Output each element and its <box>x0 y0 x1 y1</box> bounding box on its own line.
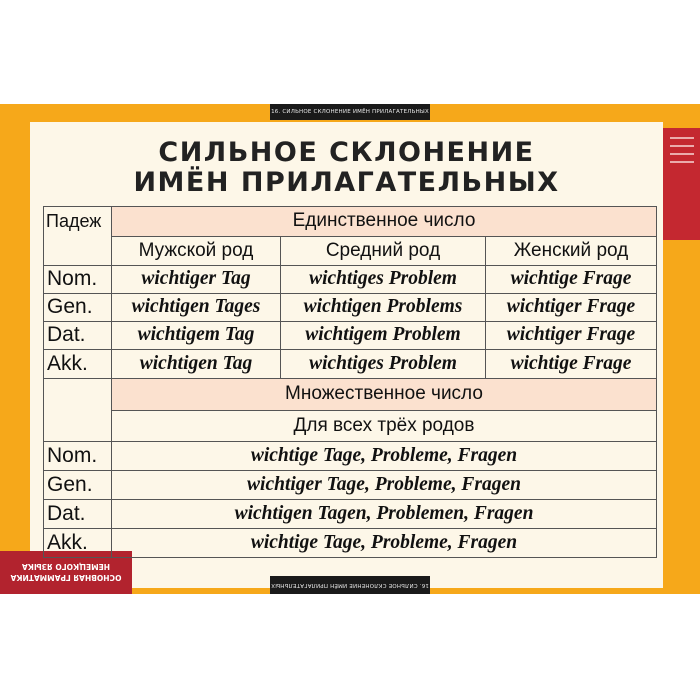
plural-form: wichtigen Tagen, Problemen, Fragen <box>111 499 657 529</box>
singular-form: wichtigem Tag <box>111 321 281 350</box>
gender-neut-header: Средний род <box>280 236 486 266</box>
singular-form: wichtige Frage <box>485 265 657 294</box>
singular-form: wichtigen Tag <box>111 349 281 379</box>
case-label: Nom. <box>43 265 112 294</box>
sticker-decoration <box>670 161 694 163</box>
sticker-decoration <box>670 137 694 139</box>
sticker-decoration <box>670 153 694 155</box>
singular-form: wichtigem Problem <box>280 321 486 350</box>
poster-title <box>30 138 663 198</box>
plural-header: Множественное число <box>111 378 657 411</box>
plural-case-spacer <box>43 378 112 442</box>
singular-form: wichtiges Problem <box>280 265 486 294</box>
case-label: Dat. <box>43 499 112 529</box>
gender-fem-header: Женский род <box>485 236 657 266</box>
singular-form: wichtiger Tag <box>111 265 281 294</box>
title-line-1: СИЛЬНОЕ СКЛОНЕНИЕ <box>158 137 535 168</box>
singular-form: wichtiger Frage <box>485 321 657 350</box>
top-tab: 16. СИЛЬНОЕ СКЛОНЕНИЕ ИМЁН ПРИЛАГАТЕЛЬНЫХ <box>270 104 430 120</box>
case-label: Dat. <box>43 321 112 350</box>
singular-form: wichtigen Tages <box>111 293 281 322</box>
singular-header: Единственное число <box>111 206 657 237</box>
singular-form: wichtiger Frage <box>485 293 657 322</box>
plural-subheader: Для всех трёх родов <box>111 410 657 442</box>
singular-form: wichtige Frage <box>485 349 657 379</box>
title-line-2: ИМЁН ПРИЛАГАТЕЛЬНЫХ <box>133 167 560 198</box>
declension-table <box>43 206 657 558</box>
case-label: Nom. <box>43 441 112 471</box>
plural-form: wichtige Tage, Probleme, Fragen <box>111 441 657 471</box>
sticker-decoration <box>670 145 694 147</box>
case-label: Gen. <box>43 293 112 322</box>
case-label: Akk. <box>43 349 112 379</box>
gender-masc-header: Мужской род <box>111 236 281 266</box>
case-label: Akk. <box>43 528 112 558</box>
plural-form: wichtiger Tage, Probleme, Fragen <box>111 470 657 500</box>
bottom-tab: 16. СИЛЬНОЕ СКЛОНЕНИЕ ИМЁН ПРИЛАГАТЕЛЬНЫХ <box>270 576 430 594</box>
singular-form: wichtiges Problem <box>280 349 486 379</box>
case-label: Gen. <box>43 470 112 500</box>
series-label-line-2: НЕМЕЦКОГО ЯЗЫКА <box>21 562 111 572</box>
singular-form: wichtigen Problems <box>280 293 486 322</box>
series-label-line-1: ОСНОВНАЯ ГРАММАТИКА <box>10 573 122 583</box>
case-header: Падеж <box>43 206 112 266</box>
plural-form: wichtige Tage, Probleme, Fragen <box>111 528 657 558</box>
publisher-sticker <box>663 128 700 240</box>
